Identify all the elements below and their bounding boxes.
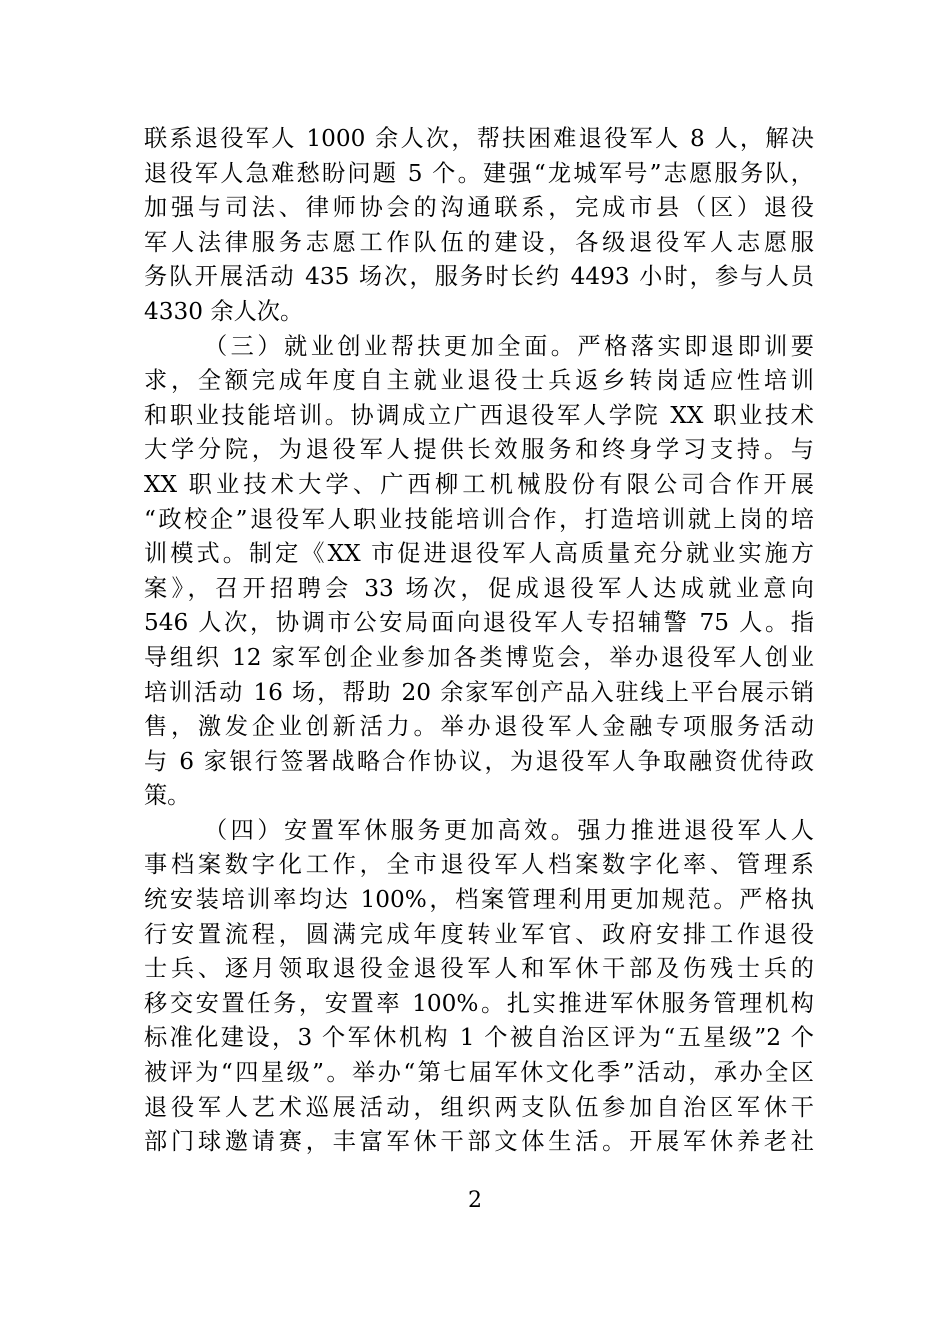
text-line: 加强与司法、律师协会的沟通联系，完成市县（区）退役	[144, 194, 814, 222]
text-line: 事档案数字化工作，全市退役军人档案数字化率、管理系	[144, 851, 814, 879]
text-line: （四）安置军休服务更加高效。强力推进退役军人人	[204, 816, 814, 844]
body-text	[144, 122, 814, 1160]
text-line: “政校企”退役军人职业技能培训合作，打造培训就上岗的培	[144, 505, 814, 533]
text-line: 联系退役军人 1000 余人次，帮扶困难退役军人 8 人，解决	[144, 125, 814, 152]
text-line: 军人法律服务志愿工作队伍的建设，各级退役军人志愿服	[144, 228, 814, 256]
text-line: 统安装培训率均达 100%，档案管理利用更加规范。严格执	[144, 886, 814, 914]
text-line: （三）就业创业帮扶更加全面。严格落实即退即训要	[204, 332, 814, 360]
text-line: XX 职业技术大学、广西柳工机械股份有限公司合作开展	[144, 470, 814, 498]
text-line: 标准化建设，3 个军休机构 1 个被自治区评为“五星级”2 个	[144, 1024, 814, 1052]
text-line: 与 6 家银行签署战略合作协议，为退役军人争取融资优待政	[144, 747, 814, 775]
text-line: 546 人次，协调市公安局面向退役军人专招辅警 75 人。指	[144, 609, 814, 637]
text-line: 训模式。制定《XX 市促进退役军人高质量充分就业实施方	[144, 540, 814, 568]
text-line: 退役军人急难愁盼问题 5 个。建强“龙城军号”志愿服务队，	[144, 159, 814, 187]
text-line: 售，激发企业创新活力。举办退役军人金融专项服务活动	[144, 713, 814, 741]
text-line: 部门球邀请赛，丰富军休干部文体生活。开展军休养老社	[144, 1128, 814, 1156]
page-number: 2	[468, 1188, 482, 1213]
text-line: 和职业技能培训。协调成立广西退役军人学院 XX 职业技术	[144, 401, 814, 429]
text-line: 大学分院，为退役军人提供长效服务和终身学习支持。与	[144, 436, 814, 464]
text-line: 行安置流程，圆满完成年度转业军官、政府安排工作退役	[144, 920, 814, 948]
text-line: 策。	[144, 782, 191, 810]
text-line: 求，全额完成年度自主就业退役士兵返乡转岗适应性培训	[144, 367, 814, 395]
text-line: 4330 余人次。	[144, 297, 304, 325]
text-line: 案》，召开招聘会 33 场次，促成退役军人达成就业意向	[144, 574, 814, 602]
text-line: 移交安置任务，安置率 100%。扎实推进军休服务管理机构	[144, 989, 814, 1017]
text-line: 务队开展活动 435 场次，服务时长约 4493 小时，参与人员	[144, 263, 814, 291]
text-line: 培训活动 16 场，帮助 20 余家军创产品入驻线上平台展示销	[144, 678, 814, 706]
text-line: 退役军人艺术巡展活动，组织两支队伍参加自治区军休干	[144, 1093, 814, 1121]
text-line: 被评为“四星级”。举办“第七届军休文化季”活动，承办全区	[144, 1059, 814, 1087]
text-line: 导组织 12 家军创企业参加各类博览会，举办退役军人创业	[144, 643, 814, 671]
text-line: 士兵、逐月领取退役金退役军人和军休干部及伤残士兵的	[144, 955, 814, 983]
